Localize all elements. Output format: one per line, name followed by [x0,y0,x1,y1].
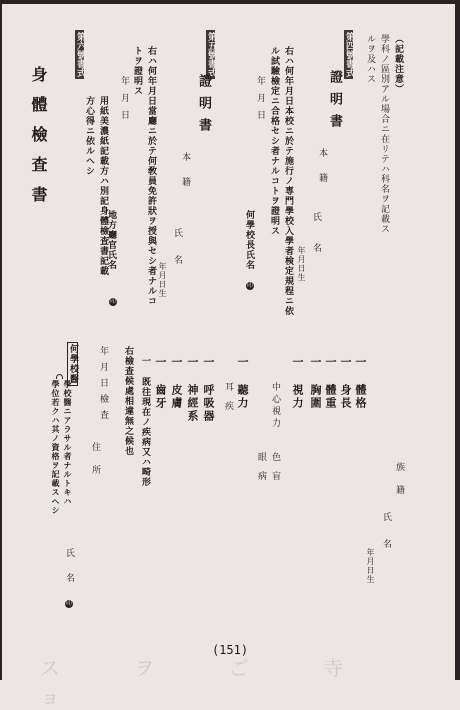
form4-honseki: 本籍 [317,148,327,198]
exam-item-6: 一 聽力 [236,356,249,410]
form4-body-2: ル試驗檢定ニ合格セシ者ナルコトヲ證明ス [269,46,279,236]
page-number: (151) [211,643,249,657]
exam-item-5: 一 視力 [291,356,304,410]
page-edge-top [0,0,460,4]
form4-signer: 何學校長氏名 [244,210,254,270]
form6-line-2: 方心得ニ依ルヘシ [84,96,94,176]
exam-date: 年月日檢査 [98,346,108,426]
page-edge-left [0,0,2,680]
form5-birth: 年月日生 [158,262,167,298]
exam-item-11: 一 既往現在ノ疾病又ハ畸形 [140,356,150,487]
exam-item-8: 一 神經系 [186,356,199,423]
form6-badge: 第六號書式 [75,32,85,77]
exam-note-brace [56,374,63,379]
exam-birth: 年月日生 [366,548,375,584]
exam-item-1: 一 體格 [354,356,367,410]
form5-body-1: 右ハ何年月日當廳ニ於テ何敎員免許狀ヲ授與セシ者ナルコ [146,46,156,306]
form4-birth: 年月日生 [297,246,306,282]
page-edge-right [455,0,460,680]
note-label: （記載注意） [393,34,403,94]
form4-body-1: 右ハ何年月日本校ニ於テ施行ノ専門學校入學者検定規程ニ依 [283,46,293,316]
exam-item-5-sub-3: 眼病 [256,452,266,490]
exam-name: 氏名 [381,512,391,566]
exam-honseki: 族籍 [394,462,404,508]
exam-item-3: 一 體重 [324,356,337,410]
exam-item-5-sub-2: 色盲 [270,452,280,490]
exam-item-2: 一 身長 [339,356,352,410]
form5-seal: 印 [109,298,116,305]
form4-seal: 印 [246,282,253,289]
form5-honseki: 本籍 [180,152,190,202]
exam-title: 身體檢査書 [29,66,48,216]
next-page-bleed-text: ス ヲ ご 寺 ョ [40,656,378,709]
exam-note-line-1: 學校醫ニアラサル者ナルトキハ [63,380,73,506]
form5-name: 氏名 [172,228,182,282]
exam-item-9: 一 皮膚 [170,356,183,410]
exam-item-6-sub-1: 耳疾 [223,382,233,420]
exam-school: 何學校醫 [68,344,78,384]
exam-item-5-sub-1: 中心視力 [270,382,280,430]
form4-badge: 第四號書式 [344,32,354,77]
exam-item-10: 一 齒牙 [154,356,167,410]
form5-signer: 地方廳官氏名 [106,210,116,270]
exam-note-line-2: 學位若クハ其ノ資格ヲ記載スヘシ [51,380,61,515]
exam-seal: 印 [65,600,72,607]
form5-title: 證明書 [196,74,211,140]
exam-sign-name: 氏名 [64,548,74,598]
form4-name: 氏名 [311,212,321,274]
form4-date: 年月日 [255,76,265,127]
exam-item-12: 右檢查候處相違無之候也 [123,346,133,456]
exam-address: 住所 [90,442,100,488]
note-line-1: 學科ノ區別アル場合ニ在リテハ科名ヲ記載ス [379,34,389,234]
exam-item-4: 一 胸圍 [309,356,322,410]
form5-date: 年月日 [119,76,129,127]
form5-badge: 第五號書式 [206,32,216,77]
form6-line-1: 用紙美濃紙記載方ハ別記身體檢査書記載 [98,96,108,276]
form4-title: 證明書 [327,70,342,136]
note-line-2: ルヲ及ハス [365,34,375,84]
form5-body-2: トヲ證明ス [132,46,142,96]
exam-item-7: 一 呼吸器 [202,356,215,423]
